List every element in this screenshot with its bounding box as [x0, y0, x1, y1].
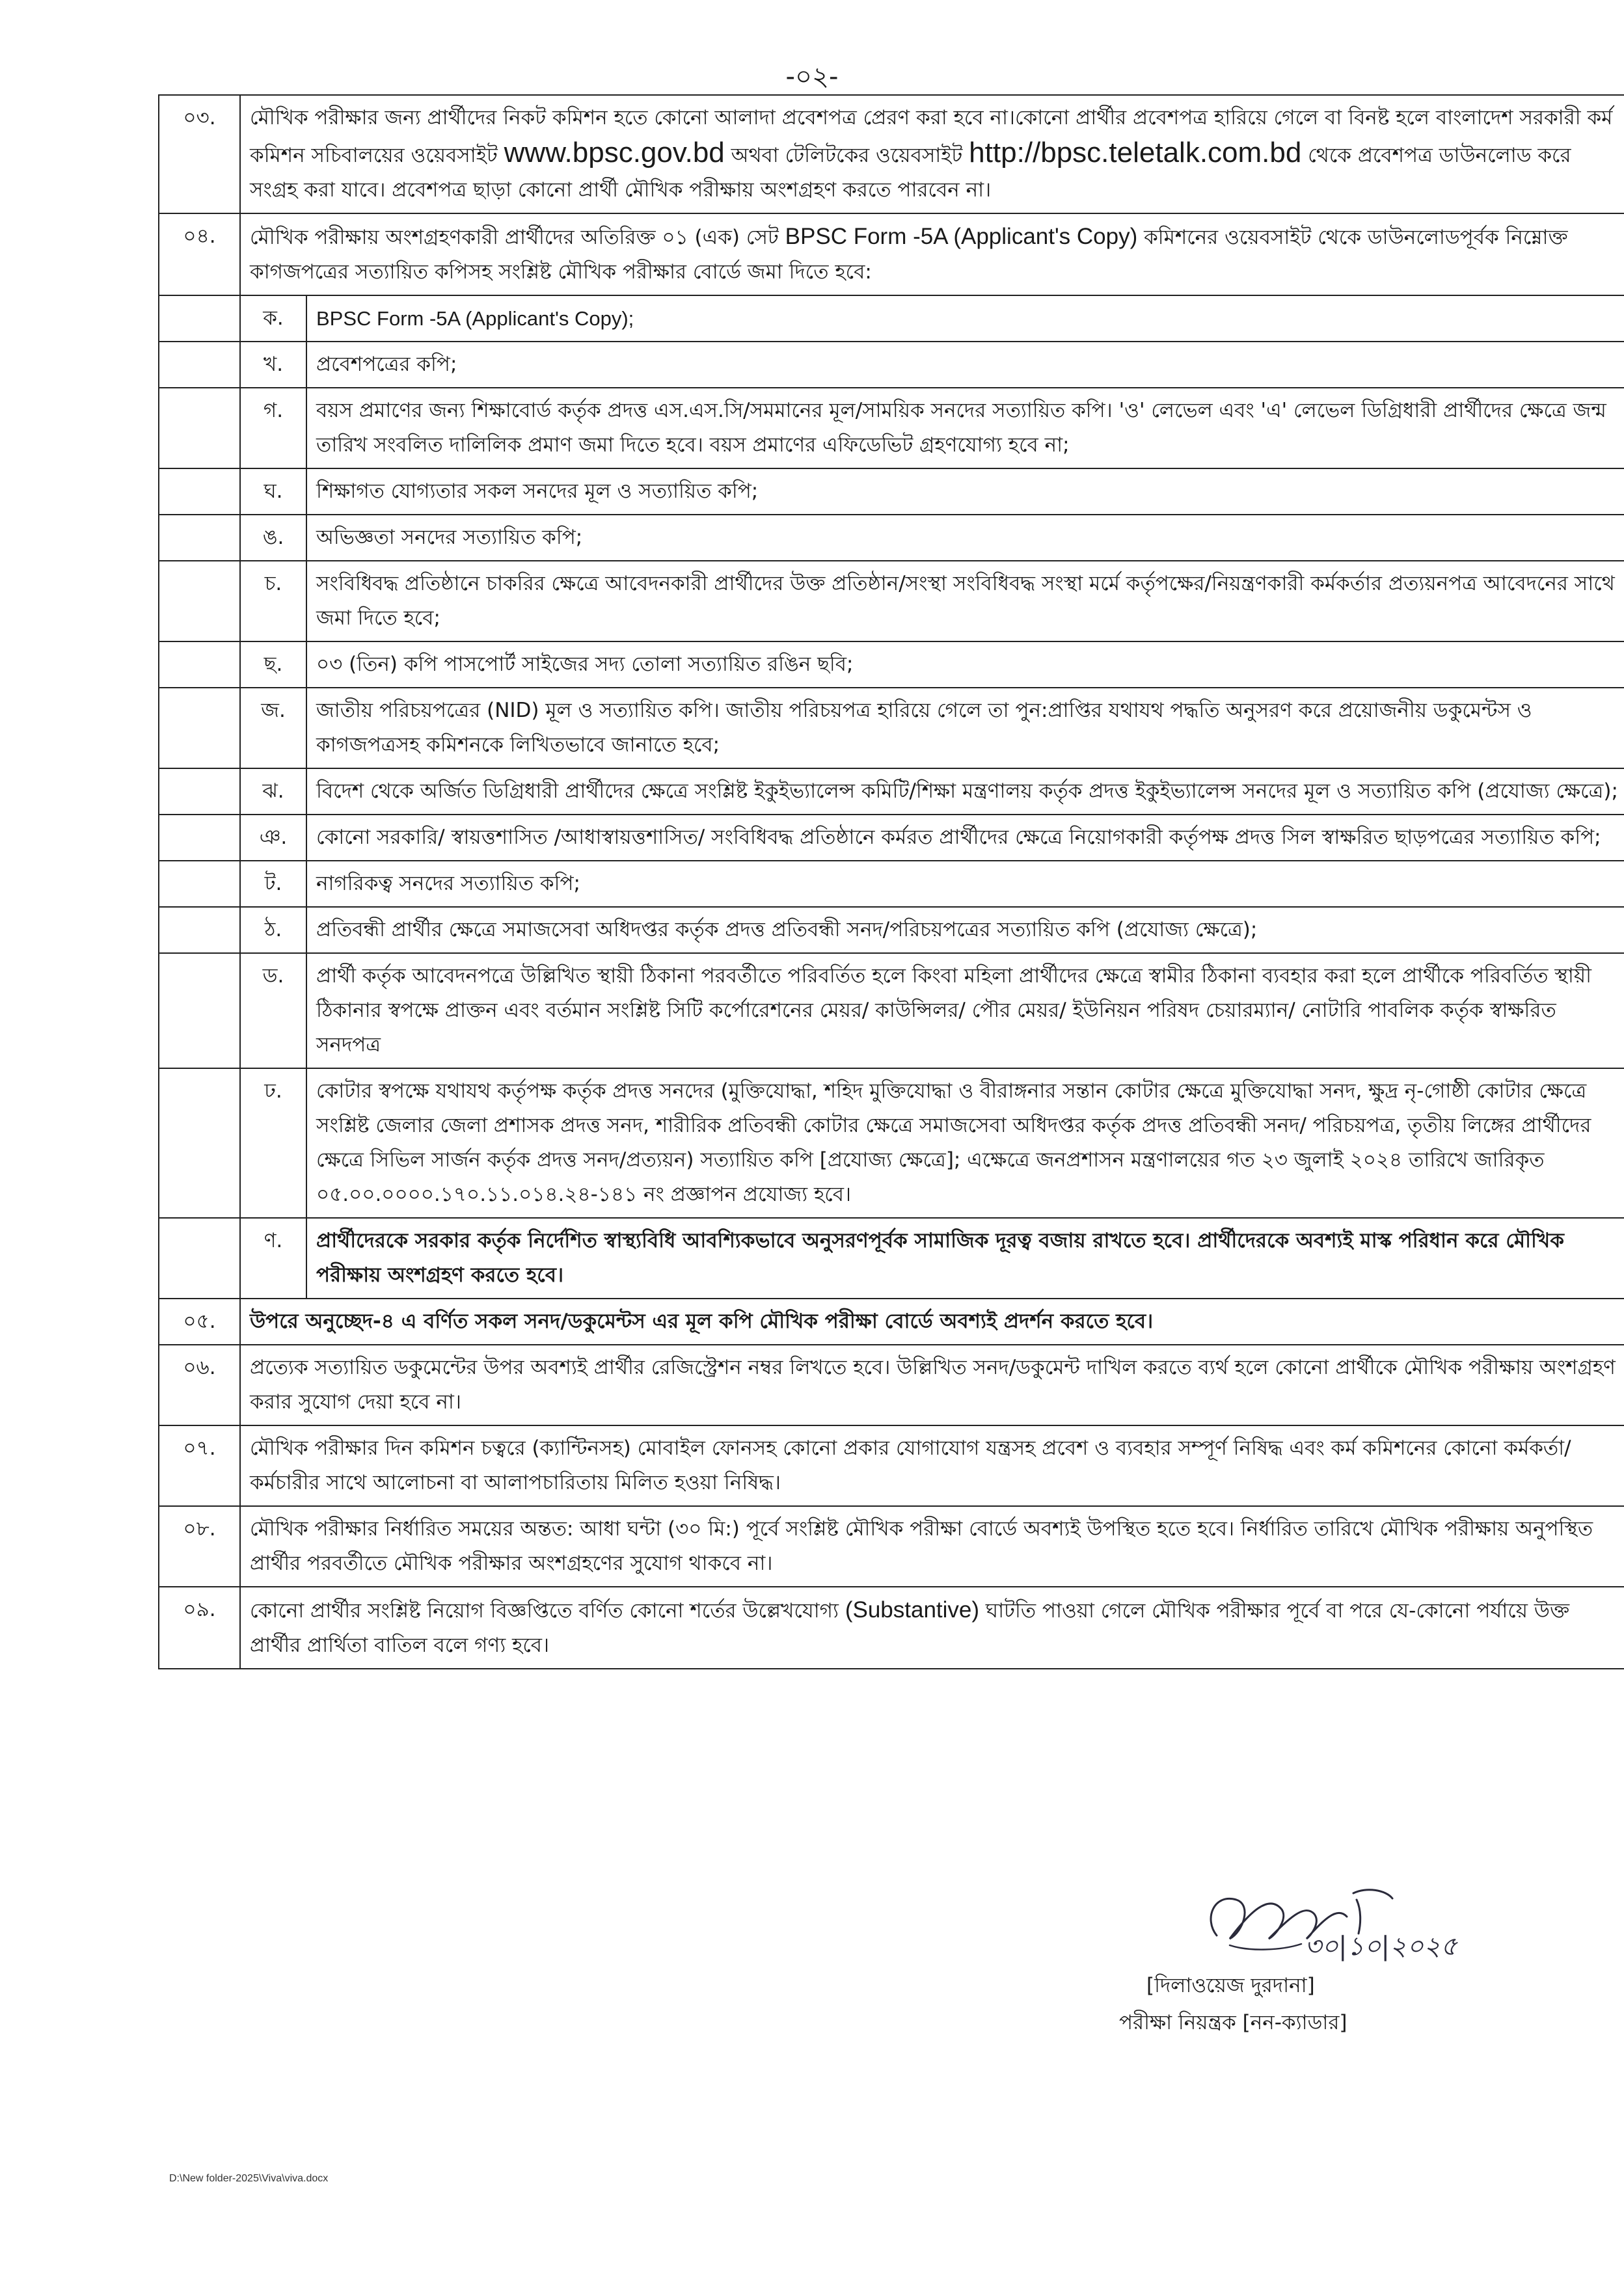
sub-item-text: প্রার্থীদেরকে সরকার কর্তৃক নির্দেশিত স্বাস্থ্যবিধি আবশ্যিকভাবে অনুসরণপূর্বক সামাজিক দূরত্ব বজায় রাখতে হবে। প্রার্থীদেরকে অবশ্যই মাস্ক পরিধান করে মৌখিক পরীক্ষায় অংশগ্রহণ করতে হবে। [306, 1218, 1624, 1299]
instructions-table [158, 94, 1624, 1669]
file-path-footer: D:\New folder-2025\Viva\viva.docx [169, 2173, 329, 2184]
item-text-part: ঘাটতি পাওয়া গেলে মৌখিক পরীক্ষার পূর্বে বা পরে যে-কোনো পর্যায়ে উক্ত প্রার্থীর প্রার্থিতা বাতিল বলে গণ্য হবে। [250, 1599, 1570, 1657]
signature-date: ৩০|১০|২০২৫ [1305, 1932, 1457, 1962]
item-text: মৌখিক পরীক্ষার নির্ধারিত সময়ের অন্তত: আধা ঘন্টা (৩০ মি:) পূর্বে সংশ্লিষ্ট মৌখিক পরীক্ষা বোর্ডে অবশ্যই উপস্থিত হতে হবে। নির্ধারিত তারিখে মৌখিক পরীক্ষায় অনুপস্থিত প্রার্থীর পরবর্তীতে মৌখিক পরীক্ষার অংশগ্রহণের সুযোগ থাকবে না। [240, 1506, 1624, 1587]
empty-cell [159, 1218, 240, 1299]
sub-item-letter: জ. [240, 688, 306, 768]
sub-item-text: প্রবেশপত্রের কপি; [306, 342, 1624, 388]
item-text: উপরে অনুচ্ছেদ-৪ এ বর্ণিত সকল সনদ/ডকুমেন্টস এর মূল কপি মৌখিক পরীক্ষা বোর্ডে অবশ্যই প্রদর্শন করতে হবে। [240, 1299, 1624, 1345]
empty-cell [159, 641, 240, 688]
handwritten-signature [1191, 1874, 1503, 1965]
sub-item-tha [159, 907, 1624, 953]
signatory-name: [দিলাওয়েজ দুরদানা] [1146, 1974, 1315, 1997]
sub-item-text: কোটার স্বপক্ষে যথাযথ কর্তৃপক্ষ কর্তৃক প্রদত্ত সনদের (মুক্তিযোদ্ধা, শহিদ মুক্তিযোদ্ধা ও বীরাঙ্গনার সন্তান কোটার ক্ষেত্রে মুক্তিযোদ্ধা সনদ, ক্ষুদ্র নৃ-গোষ্ঠী কোটার ক্ষেত্রে সংশ্লিষ্ট জেলার জেলা প্রশাসক প্রদত্ত সনদ, শারীরিক প্রতিবন্ধী কোটার ক্ষেত্রে সমাজসেবা অধিদপ্তর কর্তৃক প্রদত্ত প্রতিবন্ধী সনদ/ পরিচয়পত্র, তৃতীয় লিঙ্গের প্রার্থীদের ক্ষেত্রে সিভিল সার্জন কর্তৃক প্রদত্ত সনদ/প্রত্যয়ন) সত্যায়িত কপি [প্রযোজ্য ক্ষেত্রে]; এক্ষেত্রে জনপ্রশাসন মন্ত্রণালয়ের গত ২৩ জুলাই ২০২৪ তারিখে জারিকৃত ০৫.০০.০০০০.১৭০.১১.০১৪.২৪-১৪১ নং প্রজ্ঞাপন প্রযোজ্য হবে। [306, 1068, 1624, 1218]
sub-item-cha [159, 561, 1624, 641]
sub-item-text: বয়স প্রমাণের জন্য শিক্ষাবোর্ড কর্তৃক প্রদত্ত এস.এস.সি/সমমানের মূল/সাময়িক সনদের সত্যায়িত কপি। 'ও' লেভেল এবং 'এ' লেভেল ডিগ্রিধারী প্রার্থীদের ক্ষেত্রে জন্ম তারিখ সংবলিত দালিলিক প্রমাণ জমা দিতে হবে। বয়স প্রমাণের এফিডেভিট গ্রহণযোগ্য হবে না; [306, 388, 1624, 468]
sub-item-ta [159, 861, 1624, 907]
item-06 [159, 1345, 1624, 1425]
empty-cell [159, 815, 240, 861]
sub-item-text: BPSC Form -5A (Applicant's Copy); [306, 295, 1624, 342]
sub-item-text: অভিজ্ঞতা সনদের সত্যায়িত কপি; [306, 515, 1624, 561]
sub-item-text: প্রার্থী কর্তৃক আবেদনপত্রে উল্লিখিত স্থায়ী ঠিকানা পরবর্তীতে পরিবর্তিত হলে কিংবা মহিলা প্রার্থীদের ক্ষেত্রে স্বামীর ঠিকানা ব্যবহার করা হলে প্রার্থীকে পরিবর্তিত স্থায়ী ঠিকানার স্বপক্ষে প্রাক্তন এবং বর্তমান সংশ্লিষ্ট সিটি কর্পোরেশনের মেয়র/ কাউন্সিলর/ পৌর মেয়র/ ইউনিয়ন পরিষদ চেয়ারম্যান/ নোটারি পাবলিক কর্তৃক স্বাক্ষরিত সনদপত্র [306, 953, 1624, 1068]
bpsc-website-link[interactable]: www.bpsc.gov.bd [504, 137, 725, 169]
sub-item-da [159, 953, 1624, 1068]
sub-item-text: বিদেশ থেকে অর্জিত ডিগ্রিধারী প্রার্থীদের ক্ষেত্রে সংশ্লিষ্ট ইকুইভ্যালেন্স কমিটি/শিক্ষা মন্ত্রণালয় কর্তৃক প্রদত্ত ইকুইভ্যালেন্স সনদের মূল ও সত্যায়িত কপি (প্রযোজ্য ক্ষেত্রে); [306, 768, 1624, 815]
empty-cell [159, 561, 240, 641]
sub-item-ja [159, 688, 1624, 768]
item-number: ০৪. [159, 213, 240, 295]
sub-item-kha [159, 342, 1624, 388]
empty-cell [159, 295, 240, 342]
sub-item-nio [159, 815, 1624, 861]
sub-item-text: জাতীয় পরিচয়পত্রের (NID) মূল ও সত্যায়িত কপি। জাতীয় পরিচয়পত্র হারিয়ে গেলে তা পুন:প্রাপ্তির যথাযথ পদ্ধতি অনুসরণ করে প্রয়োজনীয় ডকুমেন্টস ও কাগজপত্রসহ কমিশনকে লিখিতভাবে জানাতে হবে; [306, 688, 1624, 768]
sub-item-letter: ছ. [240, 641, 306, 688]
empty-cell [159, 861, 240, 907]
item-text-part: অথবা টেলিটকের ওয়েবসাইট [724, 144, 969, 167]
item-text-part: থেকে প্রবেশপত্র ডাউনলোড করে সংগ্রহ করা যাবে। প্রবেশপত্র ছাড়া কোনো প্রার্থী মৌখিক পরীক্ষায় অংশগ্রহণ করতে পারবেন না। [250, 144, 1571, 202]
sub-item-letter: ঝ. [240, 768, 306, 815]
page-number: -০২- [785, 62, 839, 92]
empty-cell [159, 468, 240, 515]
sub-item-chha [159, 641, 1624, 688]
sub-item-letter: ট. [240, 861, 306, 907]
item-05 [159, 1299, 1624, 1345]
item-number: ০৭. [159, 1425, 240, 1506]
substantive-term: (Substantive) [845, 1597, 980, 1623]
empty-cell [159, 1068, 240, 1218]
form-name: BPSC Form -5A (Applicant's Copy) [785, 224, 1138, 249]
item-text-part: কমিশনের ওয়েবসাইট থেকে ডাউনলোডপূর্বক নিম্নোক্ত কাগজপত্রের সত্যায়িত কপিসহ সংশ্লিষ্ট মৌখিক পরীক্ষার বোর্ডে জমা দিতে হবে: [250, 226, 1568, 284]
sub-item-letter: গ. [240, 388, 306, 468]
item-text: মৌখিক পরীক্ষার দিন কমিশন চত্বরে (ক্যান্টিনসহ) মোবাইল ফোনসহ কোনো প্রকার যোগাযোগ যন্ত্রসহ প্রবেশ ও ব্যবহার সম্পূর্ণ নিষিদ্ধ এবং কর্ম কমিশনের কোনো কর্মকর্তা/কর্মচারীর সাথে আলোচনা বা আলাপচারিতায় মিলিত হওয়া নিষিদ্ধ। [240, 1425, 1624, 1506]
sub-item-dha [159, 1068, 1624, 1218]
sub-item-letter: চ. [240, 561, 306, 641]
sub-item-text: কোনো সরকারি/ স্বায়ত্তশাসিত /আধাস্বায়ত্তশাসিত/ সংবিধিবদ্ধ প্রতিষ্ঠানে কর্মরত প্রার্থীদের ক্ষেত্রে নিয়োগকারী কর্তৃপক্ষ প্রদত্ত সিল স্বাক্ষরিত ছাড়পত্রের সত্যায়িত কপি; [306, 815, 1624, 861]
item-text: প্রত্যেক সত্যায়িত ডকুমেন্টের উপর অবশ্যই প্রার্থীর রেজিস্ট্রেশন নম্বর লিখতে হবে। উল্লিখিত সনদ/ডকুমেন্ট দাখিল করতে ব্যর্থ হলে কোনো প্রার্থীকে মৌখিক পরীক্ষায় অংশগ্রহণ করার সুযোগ দেয়া হবে না। [240, 1345, 1624, 1425]
empty-cell [159, 953, 240, 1068]
sub-item-letter: ণ. [240, 1218, 306, 1299]
item-text-part: কোনো প্রার্থীর সংশ্লিষ্ট নিয়োগ বিজ্ঞপ্তিতে বর্ণিত কোনো শর্তের উল্লেখযোগ্য [250, 1599, 845, 1623]
item-number: ০৫. [159, 1299, 240, 1345]
signatory-designation: পরীক্ষা নিয়ন্ত্রক [নন-ক্যাডার] [1119, 2011, 1347, 2034]
sub-item-letter: ঙ. [240, 515, 306, 561]
sub-item-ga [159, 388, 1624, 468]
empty-cell [159, 688, 240, 768]
item-07 [159, 1425, 1624, 1506]
sub-item-letter: ঠ. [240, 907, 306, 953]
item-number: ০৯. [159, 1587, 240, 1669]
sub-item-letter: খ. [240, 342, 306, 388]
item-text [240, 213, 1624, 295]
item-09 [159, 1587, 1624, 1669]
signature-block [1119, 1874, 1509, 2069]
empty-cell [159, 515, 240, 561]
empty-cell [159, 768, 240, 815]
sub-item-text: শিক্ষাগত যোগ্যতার সকল সনদের মূল ও সত্যায়িত কপি; [306, 468, 1624, 515]
sub-item-letter: ঞ. [240, 815, 306, 861]
sub-item-gha [159, 468, 1624, 515]
sub-item-text: ০৩ (তিন) কপি পাসপোর্ট সাইজের সদ্য তোলা সত্যায়িত রঙিন ছবি; [306, 641, 1624, 688]
sub-item-letter: ড. [240, 953, 306, 1068]
sub-item-letter: ঢ. [240, 1068, 306, 1218]
item-text-part: মৌখিক পরীক্ষার জন্য প্রার্থীদের নিকট কমিশন হতে কোনো আলাদা প্রবেশপত্র প্রেরণ করা হবে না।কোনো প্রার্থীর প্রবেশপত্র হারিয়ে গেলে বা বিনষ্ট হলে বাংলাদেশ সরকারী কর্ম কমিশন সচিবালয়ের ওয়েবসাইট [250, 106, 1613, 167]
sub-item-text: নাগরিকত্ব সনদের সত্যায়িত কপি; [306, 861, 1624, 907]
item-number: ০৩. [159, 95, 240, 213]
item-number: ০৬. [159, 1345, 240, 1425]
sub-item-letter: ঘ. [240, 468, 306, 515]
item-03 [159, 95, 1624, 213]
empty-cell [159, 907, 240, 953]
sub-item-umo [159, 515, 1624, 561]
item-text [240, 1587, 1624, 1669]
item-number: ০৮. [159, 1506, 240, 1587]
sub-item-jha [159, 768, 1624, 815]
empty-cell [159, 342, 240, 388]
item-text-part: মৌখিক পরীক্ষায় অংশগ্রহণকারী প্রার্থীদের অতিরিক্ত ০১ (এক) সেট [250, 226, 785, 249]
item-08 [159, 1506, 1624, 1587]
item-04 [159, 213, 1624, 295]
sub-item-ka [159, 295, 1624, 342]
sub-item-text: সংবিধিবদ্ধ প্রতিষ্ঠানে চাকরির ক্ষেত্রে আবেদনকারী প্রার্থীদের উক্ত প্রতিষ্ঠান/সংস্থা সংবিধিবদ্ধ সংস্থা মর্মে কর্তৃপক্ষের/নিয়ন্ত্রণকারী কর্মকর্তার প্রত্যয়নপত্র আবেদনের সাথে জমা দিতে হবে; [306, 561, 1624, 641]
teletalk-website-link[interactable]: http://bpsc.teletalk.com.bd [969, 137, 1302, 169]
item-text [240, 95, 1624, 213]
empty-cell [159, 388, 240, 468]
sub-item-letter: ক. [240, 295, 306, 342]
sub-item-nna [159, 1218, 1624, 1299]
sub-item-text: প্রতিবন্ধী প্রার্থীর ক্ষেত্রে সমাজসেবা অধিদপ্তর কর্তৃক প্রদত্ত প্রতিবন্ধী সনদ/পরিচয়পত্রের সত্যায়িত কপি (প্রযোজ্য ক্ষেত্রে); [306, 907, 1624, 953]
